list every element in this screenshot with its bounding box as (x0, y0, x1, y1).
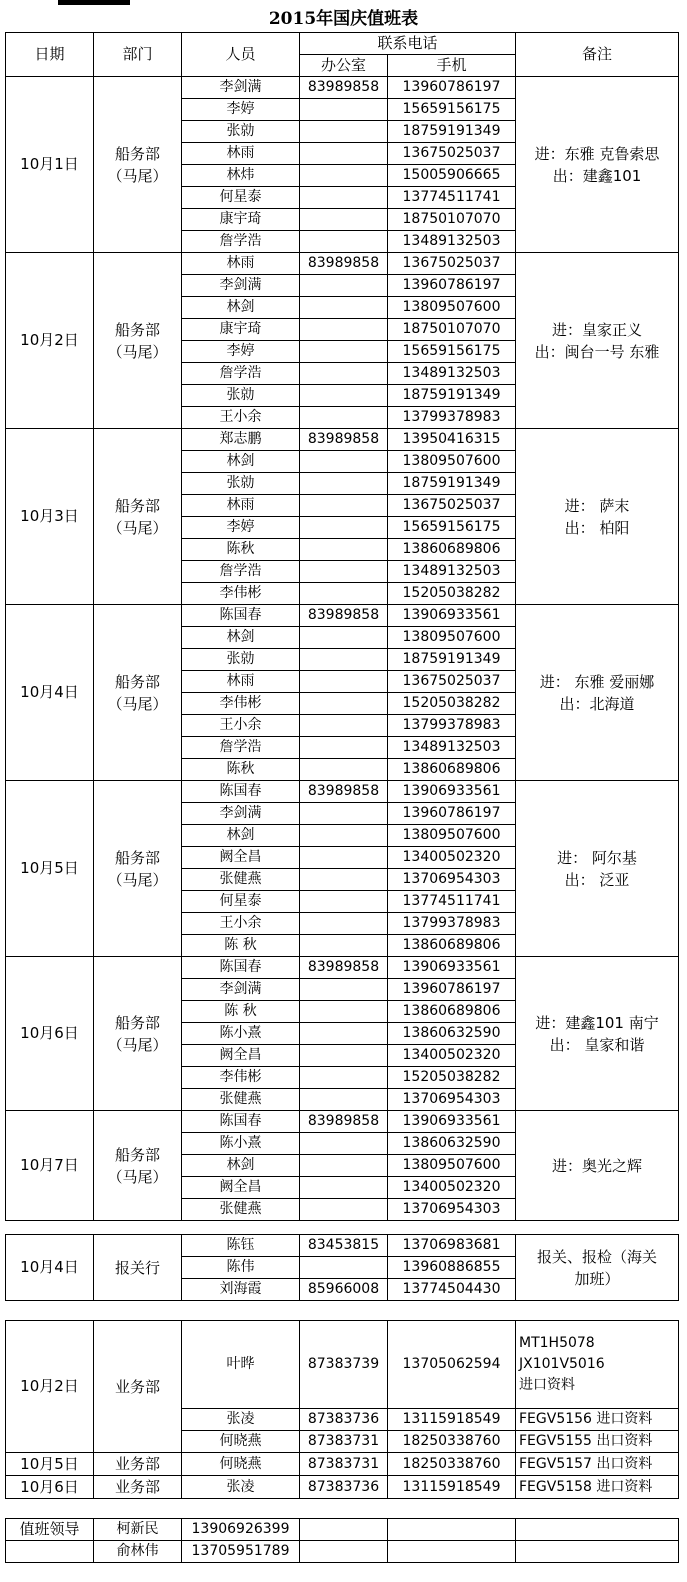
table-row (6, 1476, 679, 1499)
person-cell: 林雨 (182, 495, 300, 517)
person-cell: 詹学浩 (182, 737, 300, 759)
person-cell: 王小余 (182, 715, 300, 737)
note-cell-line: 出：北海道 (559, 694, 635, 713)
mobile-phone-cell: 13860689806 (388, 1001, 516, 1023)
dept-cell-line: 船务部 (114, 848, 160, 867)
person-cell: 康宇琦 (182, 319, 300, 341)
note-cell (516, 1453, 679, 1476)
office-phone-cell (300, 1155, 388, 1177)
person-cell: 陈伟 (182, 1257, 300, 1279)
note-cell-line: FEGV5155 出口资料 (519, 1433, 653, 1449)
office-phone-cell (300, 495, 388, 517)
note-cell-line: 进： 东雅 爱丽娜 (539, 672, 655, 691)
person-cell: 张健燕 (182, 1089, 300, 1111)
office-phone-cell (300, 407, 388, 429)
mobile-phone-cell: 18759191349 (388, 385, 516, 407)
leader-name-cell: 柯新民 (94, 1519, 182, 1541)
note-cell-line: 加班） (574, 1269, 620, 1288)
person-cell: 郑志鹏 (182, 429, 300, 451)
mobile-phone-cell: 13675025037 (388, 671, 516, 693)
office-phone-cell: 87383731 (300, 1453, 388, 1476)
person-cell: 张勍 (182, 649, 300, 671)
mobile-phone-cell: 13809507600 (388, 825, 516, 847)
dept-cell (94, 77, 182, 253)
person-cell: 陈国春 (182, 1111, 300, 1133)
note-cell (516, 781, 679, 957)
header-person: 人员 (182, 33, 300, 77)
person-cell: 张勍 (182, 473, 300, 495)
business-table (5, 1320, 679, 1499)
office-phone-cell (300, 341, 388, 363)
person-cell: 何晓燕 (182, 1431, 300, 1453)
office-phone-cell (300, 1257, 388, 1279)
mobile-phone-cell: 13489132503 (388, 561, 516, 583)
person-cell: 何星泰 (182, 187, 300, 209)
header-office: 办公室 (300, 55, 388, 77)
office-phone-cell (300, 209, 388, 231)
dept-cell-line: 船务部 (114, 1013, 160, 1032)
note-cell-line: 进：建鑫101 南宁 (535, 1013, 659, 1032)
office-phone-cell (300, 1133, 388, 1155)
mobile-phone-cell: 13675025037 (388, 143, 516, 165)
date-cell: 10月4日 (6, 1235, 94, 1301)
mobile-phone-cell: 18250338760 (388, 1431, 516, 1453)
office-phone-cell (300, 847, 388, 869)
office-phone-cell (300, 803, 388, 825)
office-phone-cell (300, 231, 388, 253)
customs-table (5, 1234, 679, 1301)
office-phone-cell (300, 121, 388, 143)
dept-cell-line: 船务部 (114, 144, 160, 163)
note-cell-line: 出： 泛亚 (564, 870, 630, 889)
duty-table (5, 32, 679, 1221)
person-cell: 李婷 (182, 99, 300, 121)
office-phone-cell (300, 759, 388, 781)
empty-cell (300, 1519, 388, 1541)
person-cell: 陈国春 (182, 781, 300, 803)
person-cell: 李剑满 (182, 275, 300, 297)
office-phone-cell (300, 275, 388, 297)
table-row (6, 1235, 679, 1257)
mobile-phone-cell: 15205038282 (388, 693, 516, 715)
person-cell: 林雨 (182, 253, 300, 275)
header-contact: 联系电话 (300, 33, 516, 55)
table-row (6, 1321, 679, 1409)
mobile-phone-cell: 13706954303 (388, 869, 516, 891)
table-row (6, 253, 679, 275)
dept-cell-line: （马尾） (107, 694, 168, 713)
person-cell: 陈 秋 (182, 935, 300, 957)
table-row (6, 1541, 679, 1563)
person-cell: 林雨 (182, 671, 300, 693)
date-cell: 10月5日 (6, 781, 94, 957)
person-cell: 陈小熹 (182, 1133, 300, 1155)
note-cell-line: 报关、报检（海关 (536, 1247, 657, 1266)
mobile-phone-cell: 13774511741 (388, 891, 516, 913)
office-phone-cell (300, 715, 388, 737)
table-row (6, 1453, 679, 1476)
office-phone-cell (300, 187, 388, 209)
office-phone-cell: 87383736 (300, 1409, 388, 1431)
note-cell (516, 253, 679, 429)
office-phone-cell (300, 99, 388, 121)
page-title: 2015年国庆值班表 (268, 9, 419, 29)
office-phone-cell (300, 517, 388, 539)
mobile-phone-cell: 13706954303 (388, 1089, 516, 1111)
person-cell: 陈国春 (182, 605, 300, 627)
header-row (6, 33, 679, 55)
date-cell: 10月6日 (6, 957, 94, 1111)
office-phone-cell (300, 979, 388, 1001)
note-cell-line: MT1H5078 (519, 1335, 595, 1351)
note-cell (516, 605, 679, 781)
office-phone-cell (300, 583, 388, 605)
dept-cell-line: （马尾） (107, 342, 168, 361)
person-cell: 张勍 (182, 385, 300, 407)
office-phone-cell (300, 451, 388, 473)
leader-name-cell: 俞林伟 (94, 1541, 182, 1563)
office-phone-cell (300, 297, 388, 319)
office-phone-cell (300, 913, 388, 935)
office-phone-cell (300, 165, 388, 187)
person-cell: 李剑满 (182, 77, 300, 99)
person-cell: 王小余 (182, 407, 300, 429)
mobile-phone-cell: 13799378983 (388, 715, 516, 737)
person-cell: 何晓燕 (182, 1453, 300, 1476)
mobile-phone-cell: 13960786197 (388, 979, 516, 1001)
person-cell: 林剑 (182, 1155, 300, 1177)
office-phone-cell: 83989858 (300, 781, 388, 803)
dept-cell (94, 957, 182, 1111)
dept-cell (94, 253, 182, 429)
person-cell: 林剑 (182, 451, 300, 473)
dept-cell-line: 船务部 (114, 320, 160, 339)
person-cell: 陈钰 (182, 1235, 300, 1257)
mobile-phone-cell: 13960786197 (388, 275, 516, 297)
header-date: 日期 (6, 33, 94, 77)
mobile-phone-cell: 13809507600 (388, 451, 516, 473)
mobile-phone-cell: 13906933561 (388, 781, 516, 803)
note-cell (516, 1476, 679, 1499)
note-cell (516, 1111, 679, 1221)
mobile-phone-cell: 13675025037 (388, 495, 516, 517)
person-cell: 詹学浩 (182, 363, 300, 385)
office-phone-cell (300, 1045, 388, 1067)
mobile-phone-cell: 13115918549 (388, 1409, 516, 1431)
note-cell-line: 进： 阿尔基 (557, 848, 637, 867)
person-cell: 张凌 (182, 1476, 300, 1499)
office-phone-cell (300, 1199, 388, 1221)
office-phone-cell (300, 671, 388, 693)
office-phone-cell: 83989858 (300, 429, 388, 451)
person-cell: 张勍 (182, 121, 300, 143)
person-cell: 林雨 (182, 143, 300, 165)
dept-cell-line: （马尾） (107, 166, 168, 185)
mobile-phone-cell: 15005906665 (388, 165, 516, 187)
office-phone-cell (300, 1067, 388, 1089)
note-cell (516, 1431, 679, 1453)
person-cell: 李伟彬 (182, 583, 300, 605)
person-cell: 张健燕 (182, 1199, 300, 1221)
mobile-phone-cell: 13489132503 (388, 231, 516, 253)
mobile-phone-cell: 13906933561 (388, 1111, 516, 1133)
note-cell-line: FEGV5157 出口资料 (519, 1455, 653, 1472)
dept-cell-line: （马尾） (107, 870, 168, 889)
note-cell-line: 出：闽台一号 东雅 (534, 342, 660, 361)
person-cell: 张健燕 (182, 869, 300, 891)
office-phone-cell (300, 693, 388, 715)
note-cell (516, 1235, 679, 1301)
office-phone-cell: 83989858 (300, 253, 388, 275)
person-cell: 陈秋 (182, 759, 300, 781)
header-note: 备注 (516, 33, 679, 77)
office-phone-cell (300, 363, 388, 385)
mobile-phone-cell: 18759191349 (388, 649, 516, 671)
person-cell: 林剑 (182, 297, 300, 319)
mobile-phone-cell: 13860689806 (388, 759, 516, 781)
office-phone-cell (300, 825, 388, 847)
note-cell-line: 出：建鑫101 (552, 166, 642, 185)
mobile-phone-cell: 18250338760 (388, 1453, 516, 1476)
mobile-phone-cell: 13675025037 (388, 253, 516, 275)
mobile-phone-cell: 13799378983 (388, 913, 516, 935)
table-row (6, 1519, 679, 1541)
date-cell: 10月2日 (6, 253, 94, 429)
header-dept: 部门 (94, 33, 182, 77)
person-cell: 阙全昌 (182, 847, 300, 869)
note-cell-line: FEGV5156 进口资料 (519, 1411, 653, 1427)
dept-cell-line: 船务部 (114, 496, 160, 515)
office-phone-cell: 83453815 (300, 1235, 388, 1257)
leader-label-cell (6, 1541, 94, 1563)
mobile-phone-cell: 13860689806 (388, 539, 516, 561)
table-row (6, 77, 679, 99)
leaders-table (5, 1518, 679, 1563)
office-phone-cell (300, 737, 388, 759)
empty-cell (516, 1541, 679, 1563)
date-cell: 10月2日 (6, 1321, 94, 1453)
person-cell: 李剑满 (182, 803, 300, 825)
dept-cell (94, 429, 182, 605)
mobile-phone-cell: 13706954303 (388, 1199, 516, 1221)
table-row (6, 429, 679, 451)
date-cell: 10月7日 (6, 1111, 94, 1221)
table-row (6, 781, 679, 803)
mobile-phone-cell: 13906933561 (388, 957, 516, 979)
table-row (6, 605, 679, 627)
person-cell: 陈国春 (182, 957, 300, 979)
person-cell: 刘海霞 (182, 1279, 300, 1301)
mobile-phone-cell: 13809507600 (388, 1155, 516, 1177)
note-cell (516, 429, 679, 605)
office-phone-cell (300, 539, 388, 561)
mobile-phone-cell: 13860632590 (388, 1133, 516, 1155)
note-cell-line: 出： 柏阳 (564, 518, 630, 537)
date-cell: 10月5日 (6, 1453, 94, 1476)
note-cell (516, 957, 679, 1111)
mobile-phone-cell: 13860632590 (388, 1023, 516, 1045)
note-cell (516, 1321, 679, 1409)
note-cell-line: 进：皇家正义 (552, 320, 643, 339)
office-phone-cell (300, 891, 388, 913)
header-mobile: 手机 (388, 55, 516, 77)
dept-cell (94, 781, 182, 957)
mobile-phone-cell: 13774504430 (388, 1279, 516, 1301)
dept-cell (94, 1111, 182, 1221)
mobile-phone-cell: 15659156175 (388, 341, 516, 363)
person-cell: 何星泰 (182, 891, 300, 913)
leader-phone-cell: 13705951789 (182, 1541, 300, 1563)
dept-cell: 报关行 (94, 1235, 182, 1301)
mobile-phone-cell: 13400502320 (388, 1045, 516, 1067)
person-cell: 詹学浩 (182, 561, 300, 583)
office-phone-cell: 87383731 (300, 1431, 388, 1453)
table-row (6, 957, 679, 979)
date-cell: 10月3日 (6, 429, 94, 605)
empty-cell (300, 1541, 388, 1563)
empty-cell (388, 1519, 516, 1541)
mobile-phone-cell: 13809507600 (388, 627, 516, 649)
person-cell: 陈 秋 (182, 1001, 300, 1023)
office-phone-cell (300, 627, 388, 649)
mobile-phone-cell: 13960786197 (388, 77, 516, 99)
mobile-phone-cell: 15205038282 (388, 583, 516, 605)
person-cell: 张凌 (182, 1409, 300, 1431)
mobile-phone-cell: 18750107070 (388, 209, 516, 231)
dept-cell-line: 船务部 (114, 1145, 160, 1164)
dept-cell (94, 605, 182, 781)
mobile-phone-cell: 13774511741 (388, 187, 516, 209)
person-cell: 陈小熹 (182, 1023, 300, 1045)
mobile-phone-cell: 18759191349 (388, 121, 516, 143)
note-cell-line: 进：奥光之辉 (552, 1156, 643, 1175)
mobile-phone-cell: 13489132503 (388, 737, 516, 759)
mobile-phone-cell: 13115918549 (388, 1476, 516, 1499)
person-cell: 王小余 (182, 913, 300, 935)
dept-cell-line: （马尾） (107, 1167, 168, 1186)
office-phone-cell (300, 1023, 388, 1045)
dept-cell-line: （马尾） (107, 1035, 168, 1054)
office-phone-cell: 83989858 (300, 77, 388, 99)
mobile-phone-cell: 13906933561 (388, 605, 516, 627)
note-cell-line: 进： 萨末 (564, 496, 630, 515)
person-cell: 林剑 (182, 825, 300, 847)
person-cell: 康宇琦 (182, 209, 300, 231)
date-cell: 10月6日 (6, 1476, 94, 1499)
person-cell: 阙全昌 (182, 1045, 300, 1067)
mobile-phone-cell: 13400502320 (388, 847, 516, 869)
mobile-phone-cell: 15659156175 (388, 517, 516, 539)
note-cell-line: 出： 皇家和谐 (549, 1035, 645, 1054)
mobile-phone-cell: 18759191349 (388, 473, 516, 495)
person-cell: 阙全昌 (182, 1177, 300, 1199)
date-cell: 10月1日 (6, 77, 94, 253)
person-cell: 叶晔 (182, 1321, 300, 1409)
mobile-phone-cell: 15205038282 (388, 1067, 516, 1089)
person-cell: 李婷 (182, 517, 300, 539)
table-row (6, 1111, 679, 1133)
office-phone-cell: 85966008 (300, 1279, 388, 1301)
person-cell: 林炜 (182, 165, 300, 187)
mobile-phone-cell: 13799378983 (388, 407, 516, 429)
leader-phone-cell: 13906926399 (182, 1519, 300, 1541)
person-cell: 詹学浩 (182, 231, 300, 253)
note-cell (516, 1409, 679, 1431)
empty-cell (516, 1519, 679, 1541)
person-cell: 李伟彬 (182, 1067, 300, 1089)
mobile-phone-cell: 13960786197 (388, 803, 516, 825)
empty-cell (388, 1541, 516, 1563)
office-phone-cell: 83989858 (300, 605, 388, 627)
mobile-phone-cell: 13706983681 (388, 1235, 516, 1257)
office-phone-cell (300, 143, 388, 165)
person-cell: 李剑满 (182, 979, 300, 1001)
dept-cell-line: （马尾） (107, 518, 168, 537)
mobile-phone-cell: 13705062594 (388, 1321, 516, 1409)
office-phone-cell: 87383736 (300, 1476, 388, 1499)
dept-cell: 业务部 (94, 1321, 182, 1453)
office-phone-cell (300, 935, 388, 957)
office-phone-cell (300, 1001, 388, 1023)
mobile-phone-cell: 18750107070 (388, 319, 516, 341)
person-cell: 林剑 (182, 627, 300, 649)
office-phone-cell: 87383739 (300, 1321, 388, 1409)
office-phone-cell (300, 561, 388, 583)
date-cell: 10月4日 (6, 605, 94, 781)
note-cell-line: 进口资料 (519, 1377, 575, 1393)
dept-cell: 业务部 (94, 1453, 182, 1476)
office-phone-cell (300, 649, 388, 671)
mobile-phone-cell: 13960886855 (388, 1257, 516, 1279)
note-cell (516, 77, 679, 253)
office-phone-cell (300, 319, 388, 341)
office-phone-cell: 83989858 (300, 1111, 388, 1133)
mobile-phone-cell: 13489132503 (388, 363, 516, 385)
note-cell-line: 进：东雅 克鲁索思 (534, 144, 660, 163)
mobile-phone-cell: 15659156175 (388, 99, 516, 121)
office-phone-cell (300, 1089, 388, 1111)
note-cell-line: JX101V5016 (519, 1356, 605, 1372)
office-phone-cell (300, 869, 388, 891)
note-cell-line: FEGV5158 进口资料 (519, 1478, 653, 1495)
office-phone-cell (300, 1177, 388, 1199)
mobile-phone-cell: 13860689806 (388, 935, 516, 957)
mobile-phone-cell: 13809507600 (388, 297, 516, 319)
dept-cell-line: 船务部 (114, 672, 160, 691)
mobile-phone-cell: 13950416315 (388, 429, 516, 451)
person-cell: 陈秋 (182, 539, 300, 561)
office-phone-cell (300, 473, 388, 495)
person-cell: 李婷 (182, 341, 300, 363)
person-cell: 李伟彬 (182, 693, 300, 715)
leader-label-cell: 值班领导 (6, 1519, 94, 1541)
dept-cell: 业务部 (94, 1476, 182, 1499)
mobile-phone-cell: 13400502320 (388, 1177, 516, 1199)
office-phone-cell: 83989858 (300, 957, 388, 979)
office-phone-cell (300, 385, 388, 407)
